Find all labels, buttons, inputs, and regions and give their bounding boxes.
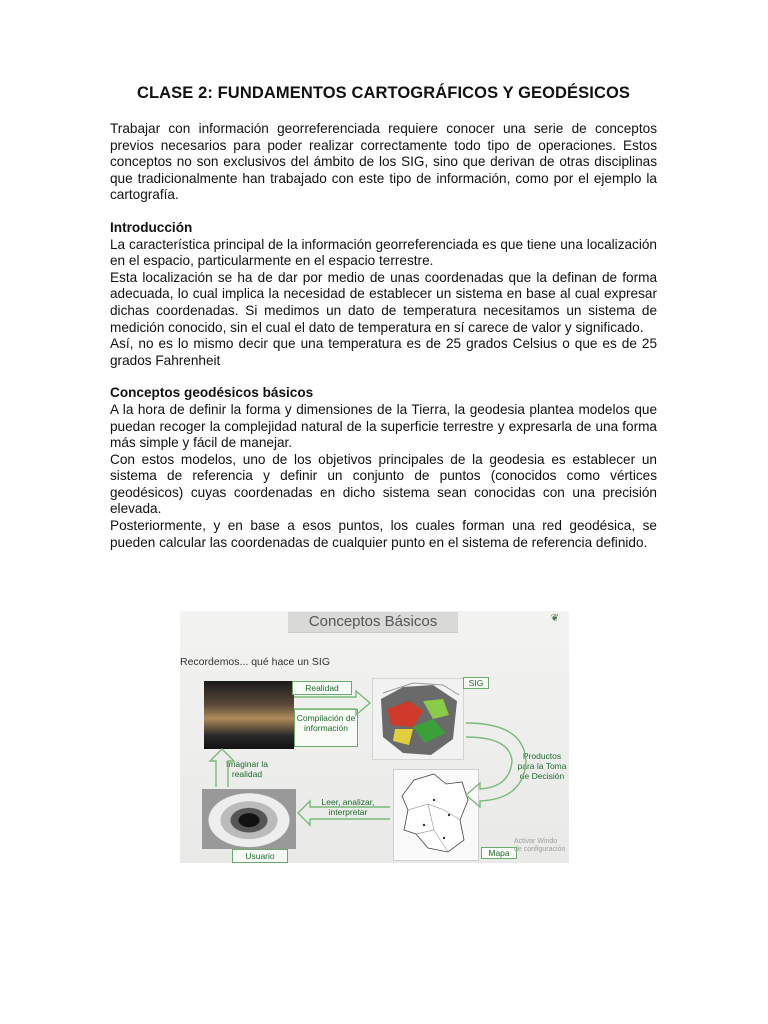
leaf-icon: ❦ [550,613,559,624]
mapa-label: Mapa [481,847,517,859]
sig-label: SIG [463,677,489,689]
section2-paragraph-3: Posteriormente, y en base a esos puntos, los cuales forman una red geodésica, se pueden calcular las coordenadas de cualquier punto en el sistema de referencia definido. [110,518,657,550]
realidad-label: Realidad [292,681,352,695]
slide-subtitle: Recordemos... qué hace un SIG [180,656,330,668]
flow-arrows [180,611,569,863]
arrow-realidad-to-sig [294,691,370,715]
slide-title: Conceptos Básicos [288,612,458,633]
leer-label: Leer, analizar, interpretar [321,797,375,817]
section1-paragraph-1: La característica principal de la información georreferenciada es que tiene una localización en el espacio, particularmente en el espacio terrestre. [110,236,657,269]
imaginar-label: Imaginar la realidad [225,759,269,779]
usuario-label: Usuario [232,849,288,863]
section2-paragraph-2: Con estos modelos, uno de los objetivos principales de la geodesia es establecer un sistema de referencia y definir un conjunto de puntos (conocidos como vértices geodésicos) cuyas coordenadas en dicho sistema sean conocidas con una precisión elevada. [110,451,657,517]
productos-label: Productos para la Toma de Decisión [517,751,567,781]
intro-paragraph: Trabajar con información georreferenciada requiere conocer una serie de conceptos previos necesarios para poder realizar correctamente todo tipo de operaciones. Estos conceptos no son exclusivos del ámbito de los SIG, sino que derivan de otras disciplinas que tradicionalmente han trabajado con este tipo de información, como por el ejemplo la cartografía. [110,121,657,203]
section-heading-conceptos: Conceptos geodésicos básicos [110,385,314,401]
arrow-sig-to-mapa [466,723,526,807]
slide-figure [180,611,569,863]
page-title: CLASE 2: FUNDAMENTOS CARTOGRÁFICOS Y GEODÉSICOS [136,84,631,102]
section1-paragraph-2: Esta localización se ha de dar por medio de unas coordenadas que la definan de forma adecuada, lo cual implica la necesidad de establecer un sistema en base al cual expresar dichas coordenadas. Si medimos un dato de temperatura necesitamos un sistema de medición conocido, sin el cual el dato de temperatura en sí carece de valor y significado. [110,269,657,335]
section2-paragraph-1: A la hora de definir la forma y dimensiones de la Tierra, la geodesia plantea modelos que puedan recoger la complejidad natural de la superficie terrestre y expresarla de una forma más simple y fácil de manejar. [110,401,657,451]
compilacion-label: Compilación de información [294,709,358,747]
arrow-user-up [210,749,234,787]
arrow-mapa-to-user [298,801,390,825]
os-watermark: Activar Windo de configuración [514,838,566,853]
section1-paragraph-3: Así, no es lo mismo decir que una temperatura es de 25 grados Celsius o que es de 25 grados Fahrenheit [110,336,657,368]
document-page [110,84,657,551]
section-heading-introduccion: Introducción [110,219,193,235]
